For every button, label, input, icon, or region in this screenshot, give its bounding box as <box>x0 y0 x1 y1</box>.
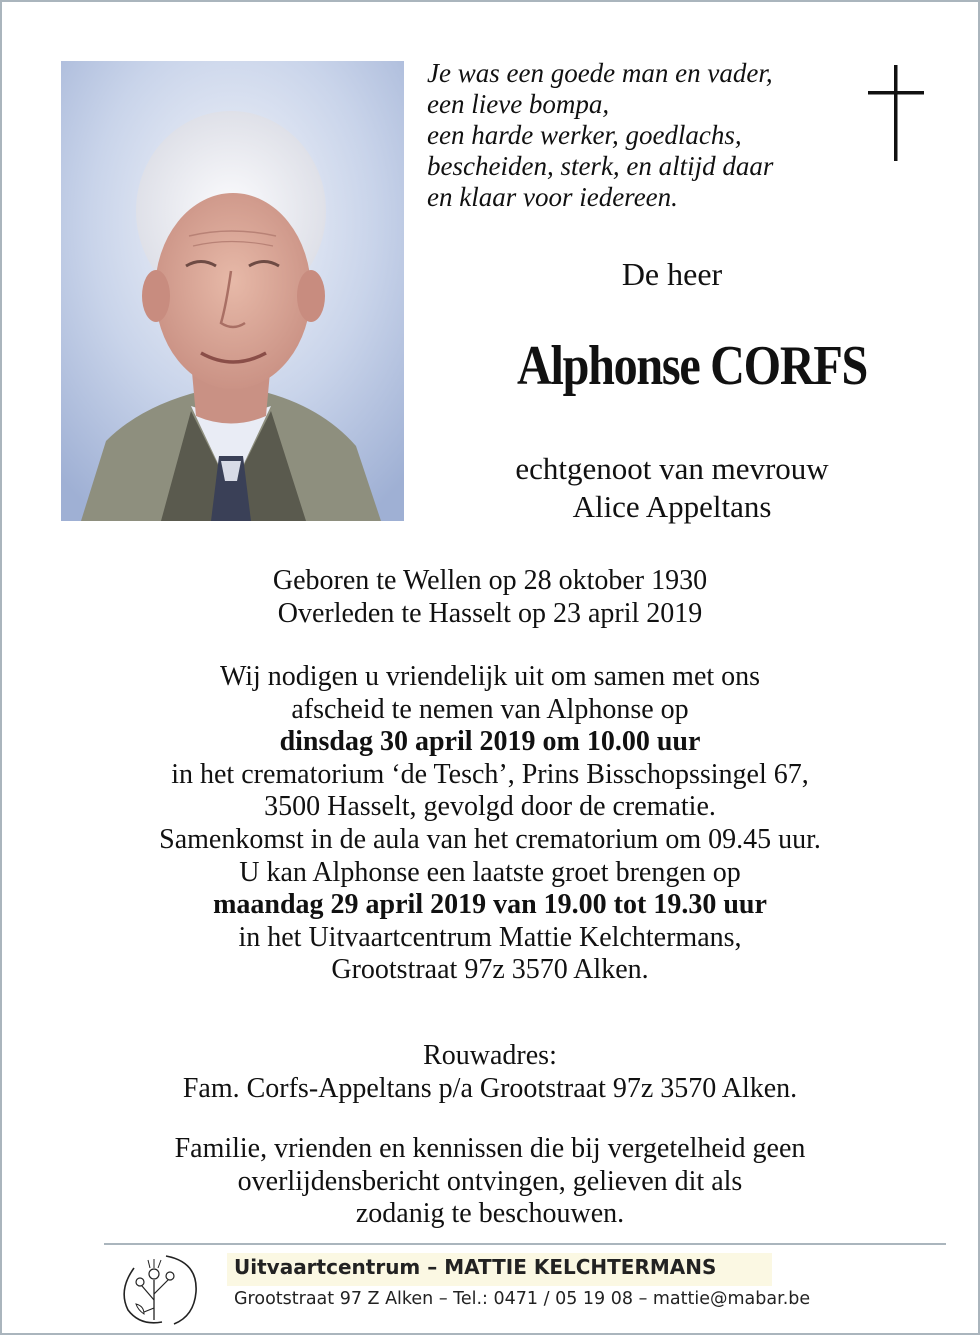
poem-line: bescheiden, sterk, en altijd daar <box>427 151 774 181</box>
invitation-line: in het crematorium ‘de Tesch’, Prins Bisschopssingel 67, <box>171 758 809 790</box>
life-dates <box>2 565 978 630</box>
spouse-relation: echtgenoot van mevrouw <box>515 451 829 486</box>
cross-icon <box>868 65 924 161</box>
poem <box>427 58 773 213</box>
invitation-line: U kan Alphonse een laatste groet brengen op <box>239 856 741 888</box>
mourning-address-label: Rouwadres: <box>423 1040 557 1071</box>
notice-line: overlijdensbericht ontvingen, gelieven dit als <box>237 1165 743 1197</box>
death-line: Overleden te Hasselt op 23 april 2019 <box>277 597 703 629</box>
visitation-datetime: maandag 29 april 2019 van 19.00 tot 19.30 uur <box>213 889 767 921</box>
salutation: De heer <box>621 256 723 292</box>
notice <box>2 1133 978 1231</box>
birth-line: Geboren te Wellen op 28 oktober 1930 <box>272 565 708 596</box>
poem-line: een lieve bompa, <box>427 89 610 119</box>
poem-line: een harde werker, goedlachs, <box>427 120 742 150</box>
poem-line: en klaar voor iedereen. <box>427 182 678 212</box>
invitation-line: 3500 Hasselt, gevolgd door de crematie. <box>264 791 716 823</box>
poem-line: Je was een goede man en vader, <box>427 58 773 88</box>
deceased-name: Alphonse CORFS <box>517 335 867 397</box>
notice-line: Familie, vrienden en kennissen die bij vergetelheid geen <box>174 1133 806 1164</box>
funeral-home-address: Grootstraat 97 Z Alken – Tel.: 0471 / 05 19 08 – mattie@mabar.be <box>234 1289 811 1309</box>
spouse-block <box>422 450 922 526</box>
mourning-address <box>2 1040 978 1105</box>
portrait-photo <box>61 61 404 521</box>
spouse-name: Alice Appeltans <box>572 489 772 524</box>
invitation-line: Samenkomst in de aula van het crematorium om 09.45 uur. <box>159 823 821 855</box>
invitation-line: Grootstraat 97z 3570 Alken. <box>331 954 649 986</box>
notice-line: zodanig te beschouwen. <box>355 1198 625 1230</box>
funeral-home-name: Uitvaartcentrum – MATTIE KELCHTERMANS <box>234 1255 717 1279</box>
flower-logo-icon <box>114 1250 204 1328</box>
invitation <box>2 661 978 987</box>
footer-divider <box>104 1243 946 1245</box>
invitation-line: afscheid te nemen van Alphonse op <box>291 693 689 725</box>
invitation-line: in het Uitvaartcentrum Mattie Kelchtermans, <box>238 921 742 953</box>
ceremony-datetime: dinsdag 30 april 2019 om 10.00 uur <box>279 726 701 758</box>
mourning-address-value: Fam. Corfs-Appeltans p/a Grootstraat 97z 3570 Alken. <box>182 1072 798 1104</box>
invitation-line: Wij nodigen u vriendelijk uit om samen met ons <box>219 661 761 692</box>
